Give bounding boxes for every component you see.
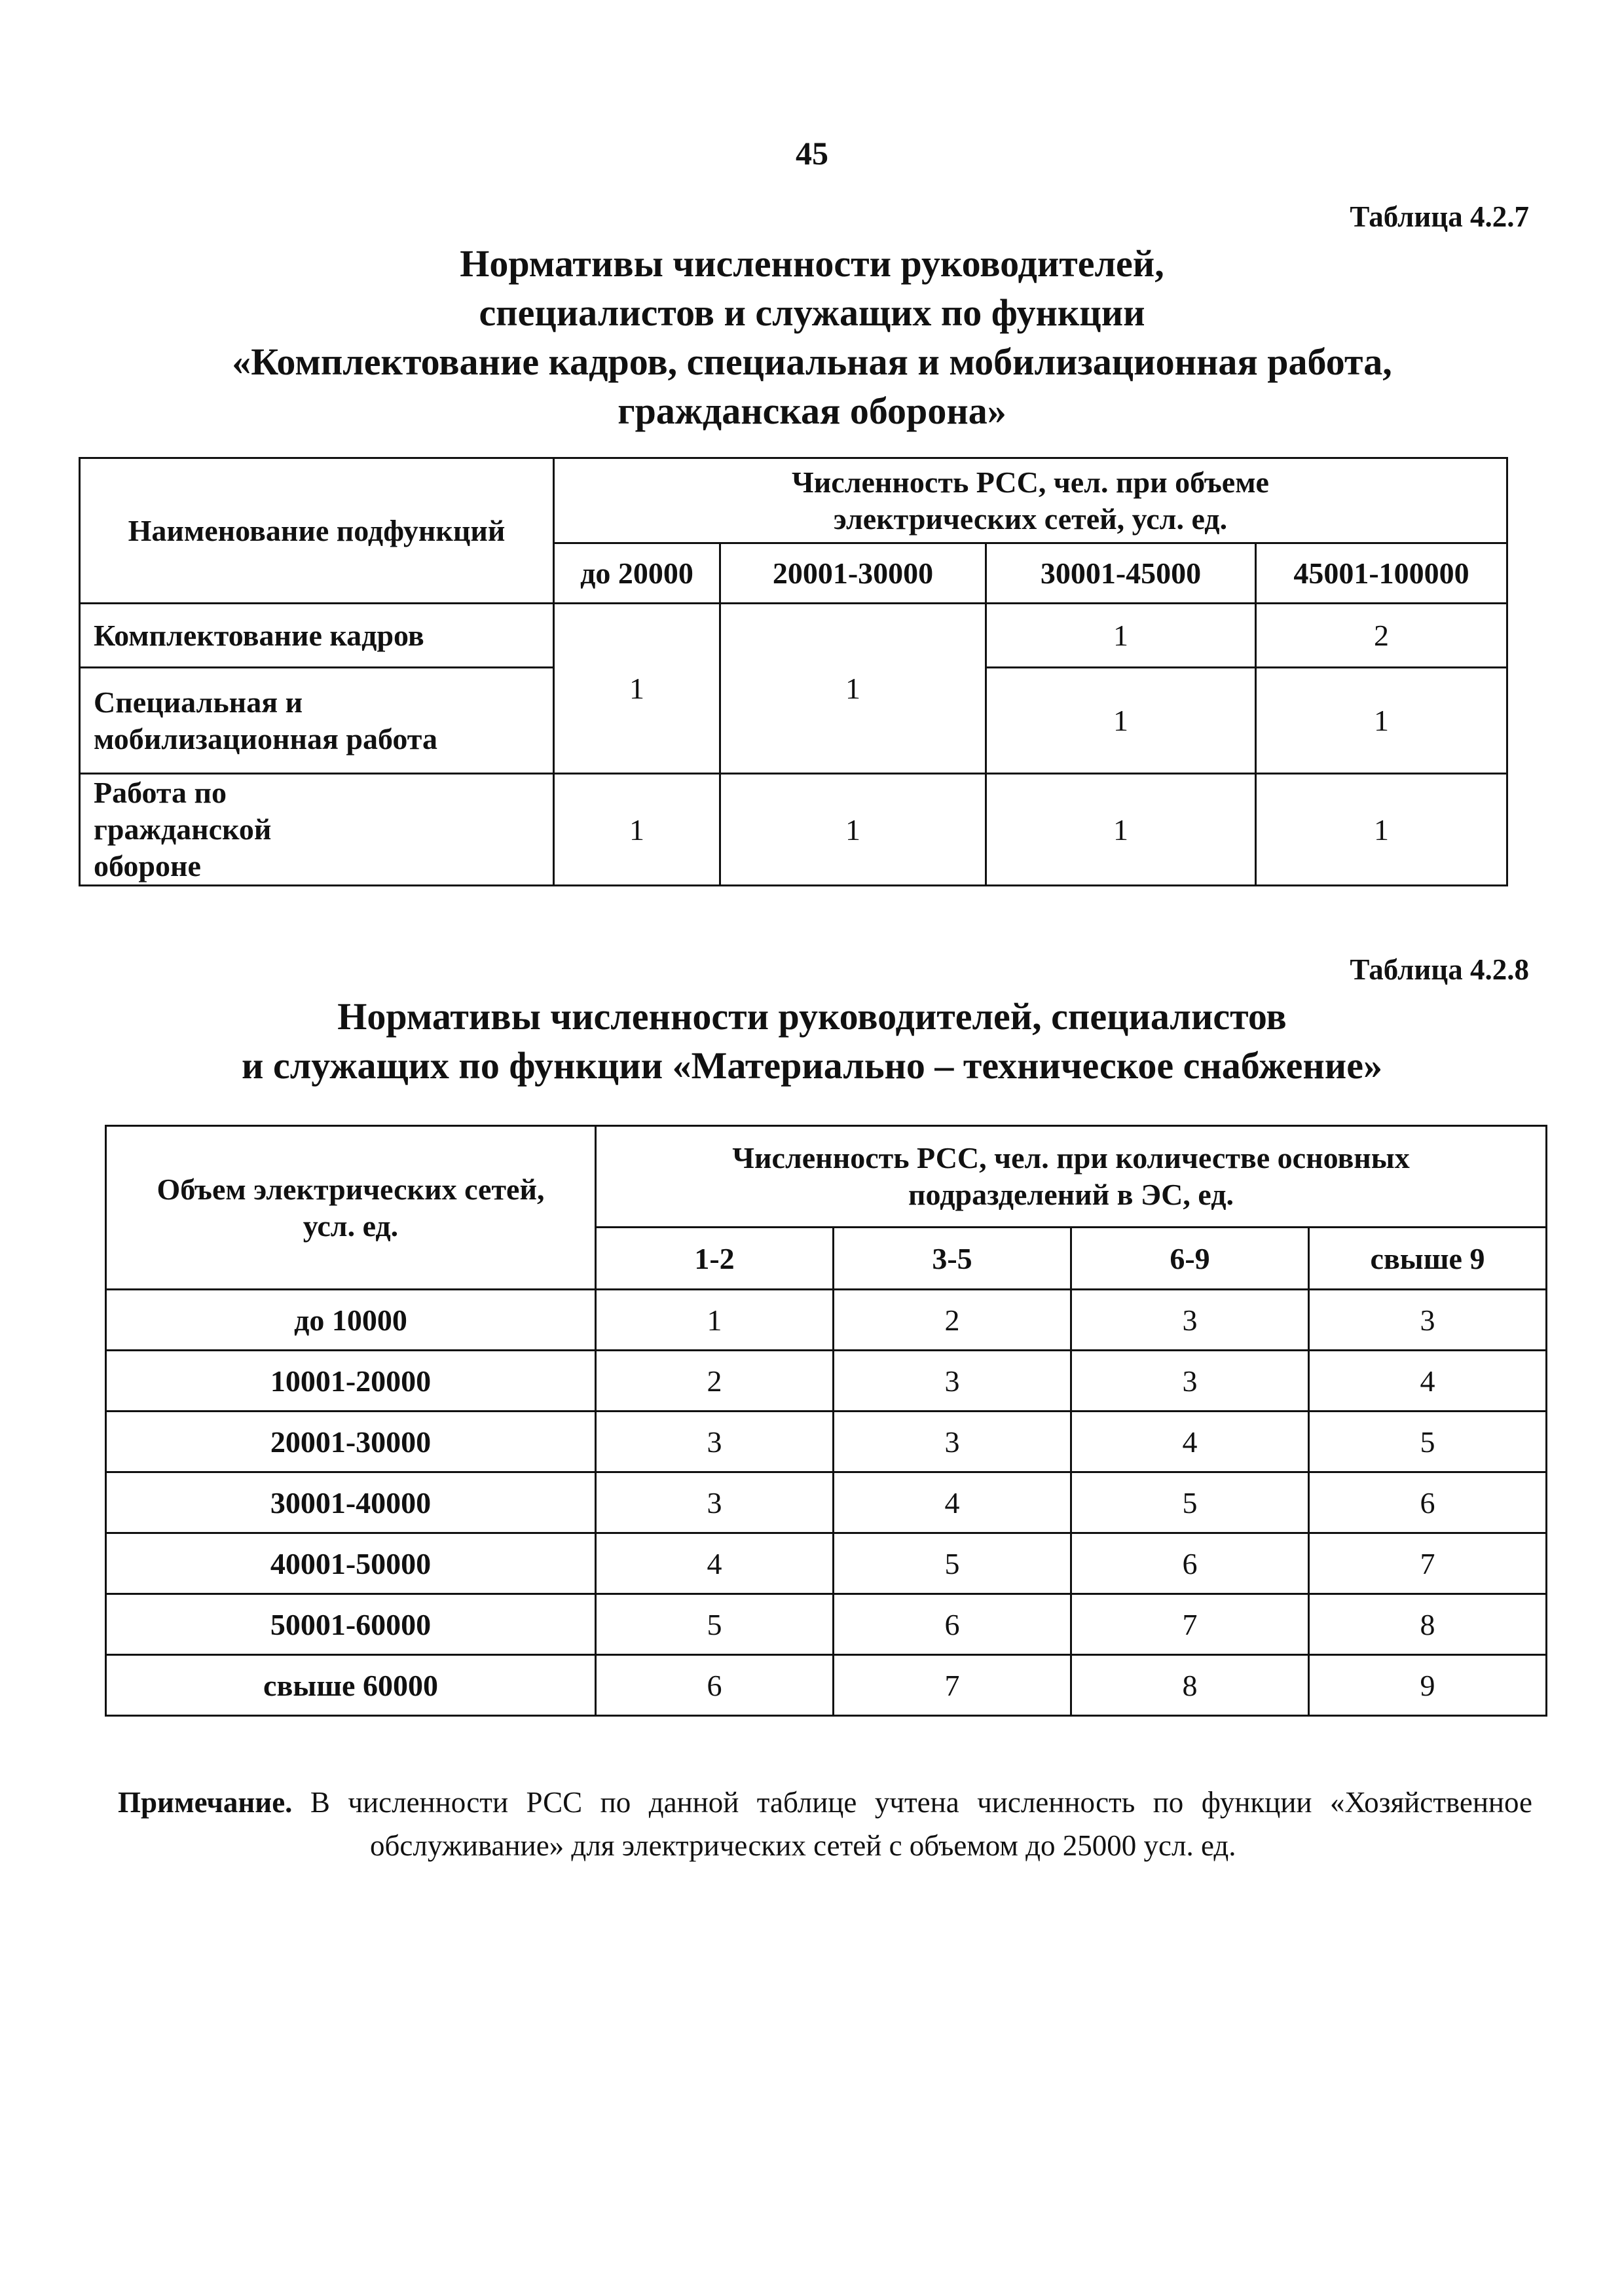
header-staff-by-network-volume: Численность РСС, чел. при объеме электрических сетей, усл. ед.	[554, 458, 1507, 543]
header-subfunction: Наименование подфункций	[80, 458, 554, 604]
table-cell: 2	[596, 1351, 834, 1412]
subheader-subdivisions: 3-5	[834, 1228, 1071, 1290]
table-row	[106, 1472, 1547, 1533]
table-cell: 5	[1071, 1472, 1309, 1533]
table-label: Таблица 4.2.7	[1350, 200, 1529, 233]
header-network-volume: Объем электрических сетей, усл. ед.	[106, 1126, 596, 1290]
table-cell: 4	[834, 1472, 1071, 1533]
note-label: Примечание.	[118, 1786, 293, 1819]
header-staff-by-subdivisions: Численность РСС, чел. при количестве основных подразделений в ЭС, ед.	[596, 1126, 1547, 1228]
table-cell: 1	[554, 604, 720, 774]
table-cell: 1	[720, 774, 986, 886]
table-cell: 6	[1071, 1533, 1309, 1594]
table-row	[106, 1533, 1547, 1594]
table-title	[0, 239, 1624, 435]
table-cell: 4	[1071, 1412, 1309, 1472]
row-label: 50001-60000	[106, 1594, 596, 1655]
subheader-subdivisions: 6-9	[1071, 1228, 1309, 1290]
staffing-table-4-2-8	[105, 1125, 1547, 1717]
row-label: 40001-50000	[106, 1533, 596, 1594]
table-row	[106, 1412, 1547, 1472]
table-cell: 9	[1309, 1655, 1547, 1716]
note-text: В численности РСС по данной таблице учтена численность по функции «Хозяйственное обслуживание» для электрических сетей с объемом до 25000 усл. ед.	[310, 1786, 1533, 1862]
title-line: гражданская оборона»	[618, 390, 1006, 432]
title-line: «Комплектование кадров, специальная и мобилизационная работа,	[232, 340, 1392, 383]
row-label: Комплектование кадров	[80, 604, 554, 668]
row-label: до 10000	[106, 1290, 596, 1351]
table-cell: 7	[1309, 1533, 1547, 1594]
table-cell: 1	[986, 774, 1256, 886]
subheader-volume: 45001-100000	[1256, 543, 1507, 604]
table-cell: 7	[1071, 1594, 1309, 1655]
table-cell: 4	[596, 1533, 834, 1594]
table-cell: 8	[1309, 1594, 1547, 1655]
table-cell: 3	[834, 1351, 1071, 1412]
table-cell: 3	[834, 1412, 1071, 1472]
table-cell: 1	[554, 774, 720, 886]
row-label: свыше 60000	[106, 1655, 596, 1716]
subheader-subdivisions: 1-2	[596, 1228, 834, 1290]
subheader-volume: 20001-30000	[720, 543, 986, 604]
table-row	[106, 1351, 1547, 1412]
table-cell: 6	[834, 1594, 1071, 1655]
table-cell: 5	[596, 1594, 834, 1655]
table-cell: 3	[1309, 1290, 1547, 1351]
table-cell: 3	[1071, 1351, 1309, 1412]
table-row	[106, 1594, 1547, 1655]
row-label: 10001-20000	[106, 1351, 596, 1412]
subheader-volume: 30001-45000	[986, 543, 1256, 604]
table-cell: 4	[1309, 1351, 1547, 1412]
row-label: Работа по гражданской обороне	[80, 774, 554, 886]
title-line: и служащих по функции «Материально – техническое снабжение»	[242, 1044, 1382, 1087]
title-line: Нормативы численности руководителей,	[460, 242, 1164, 285]
page-number: 45	[796, 135, 828, 172]
staffing-table-4-2-7	[79, 457, 1508, 886]
title-line: Нормативы численности руководителей, специалистов	[337, 995, 1287, 1038]
table-cell: 8	[1071, 1655, 1309, 1716]
row-label: 20001-30000	[106, 1412, 596, 1472]
table-row	[106, 1655, 1547, 1716]
table-cell: 6	[1309, 1472, 1547, 1533]
table-cell: 5	[834, 1533, 1071, 1594]
row-label: Специальная и мобилизационная работа	[80, 668, 554, 774]
table-cell: 6	[596, 1655, 834, 1716]
table-cell: 1	[1256, 668, 1507, 774]
table-cell: 1	[986, 668, 1256, 774]
table-title	[0, 992, 1624, 1090]
row-label: 30001-40000	[106, 1472, 596, 1533]
table-cell: 2	[1256, 604, 1507, 668]
subheader-volume: до 20000	[554, 543, 720, 604]
table-cell: 1	[596, 1290, 834, 1351]
title-line: специалистов и служащих по функции	[479, 291, 1145, 334]
table-cell: 1	[720, 604, 986, 774]
table-cell: 1	[1256, 774, 1507, 886]
table-cell: 3	[596, 1472, 834, 1533]
subheader-subdivisions: свыше 9	[1309, 1228, 1547, 1290]
table-label: Таблица 4.2.8	[1350, 953, 1529, 986]
table-cell: 7	[834, 1655, 1071, 1716]
table-cell: 3	[1071, 1290, 1309, 1351]
table-cell: 2	[834, 1290, 1071, 1351]
table-cell: 3	[596, 1412, 834, 1472]
table-row	[106, 1290, 1547, 1351]
note	[118, 1781, 1532, 1867]
table-cell: 5	[1309, 1412, 1547, 1472]
table-cell: 1	[986, 604, 1256, 668]
